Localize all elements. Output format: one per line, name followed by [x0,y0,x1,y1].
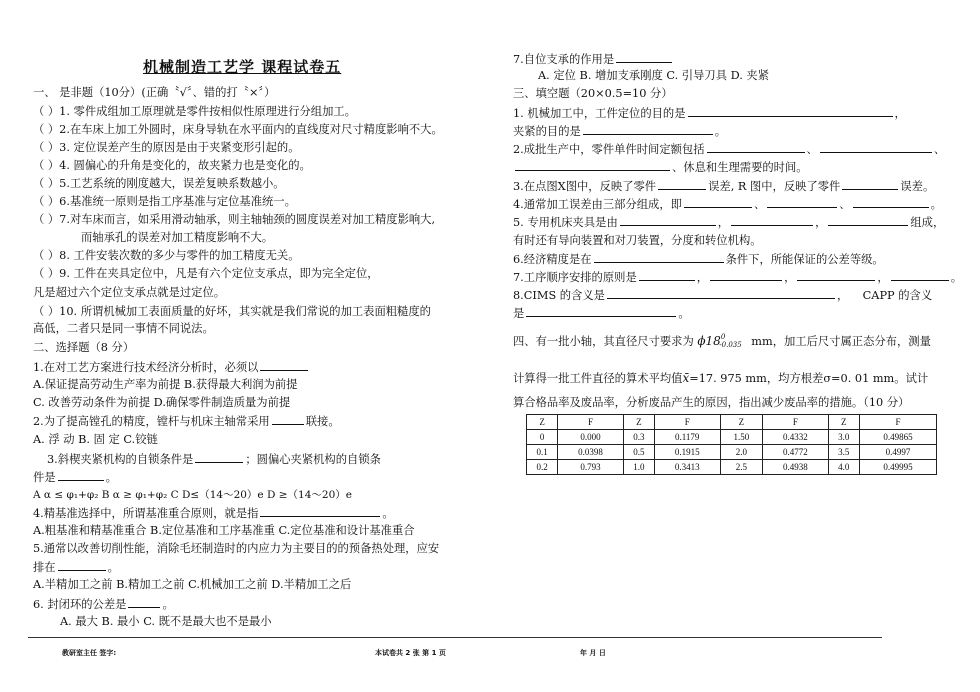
table-cell: 0.0398 [558,445,624,460]
table-cell: 0.5 [623,445,654,460]
mc-q3-cont: 件是 。 [33,471,117,484]
table-header-cell: F [654,415,720,430]
fill-q8-cont: 是 。 [513,307,690,320]
tf-item-5: （ ）5.工艺系统的刚度越大，误差复映系数越小。 [33,177,285,190]
mc-q5-cont: 排在 。 [33,561,119,574]
tf-item-10-cont: 高低，二者只是同一事情不同说法。 [33,322,214,335]
diameter-spec: $\phi 18^0-0.035$ [697,333,742,349]
table-header-row [527,415,937,430]
tf-item-4: （ ）4. 圆偏心的升角是变化的，故夹紧力也是变化的。 [33,159,311,172]
table-header-cell: Z [527,415,558,430]
fill-q1: 1. 机械加工中，工件定位的目的是 ， [513,107,906,120]
mc-q5: 5.通常以改善切削性能，消除毛坯制造时的内应力为主要目的的预备热处理，应安 [33,542,440,555]
table-cell: 0.4997 [859,445,936,460]
table-header-cell: Z [623,415,654,430]
fill-q8: 8.CIMS 的含义是 ， CAPP 的含义 [513,289,933,302]
table-header-cell: F [859,415,936,430]
mc-q6-opts: A. 最大 B. 最小 C. 既不是最大也不是最小 [60,615,272,628]
mc-q7-opts: A. 定位 B. 增加支承刚度 C. 引导刀具 D. 夹紧 [538,69,770,82]
mc-q2-opts: A. 浮 动 B. 固 定 C.铰链 [33,433,158,446]
footer-page-info: 本试卷共 2 张 第 1 页 [375,649,446,657]
mc-q3: 3.斜楔夹紧机构的自锁条件是 ；圆偏心夹紧机构的自锁条 [47,453,381,466]
table-cell: 1.50 [720,430,763,445]
table-cell: 2.0 [720,445,763,460]
section2-heading: 二、选择题（8 分） [33,341,135,354]
mc-q5-opts: A.半精加工之前 B.精加工之前 C.机械加工之前 D.半精加工之后 [33,578,352,591]
fill-q7: 7.工序顺序安排的原则是 ， ， ， 。 [513,271,962,284]
table-header-cell: F [763,415,829,430]
table-cell: 0.49865 [859,430,936,445]
table-cell: 1.0 [623,460,654,475]
table-cell: 0.3413 [654,460,720,475]
footer-signature: 教研室主任 签字: [62,649,117,657]
table-header-cell: Z [828,415,859,430]
mc-q4-opts: A.粗基准和精基准重合 B.定位基准和工序基准重 C.定位基准和设计基准重合 [33,524,415,537]
table-cell: 0.2 [527,460,558,475]
page-title: 机械制造工艺学 课程试卷五 [143,58,342,76]
section4-line3: 算合格品率及废品率，分析废品产生的原因，指出减少废品率的措施。（10 分） [513,396,910,409]
tf-item-10: （ ）10. 所谓机械加工表面质量的好坏，其实就是我们常说的加工表面粗糙度的 [33,305,431,318]
section4-line1: 四、有一批小轴，其直径尺寸要求为 $\phi 18^0-0.035$ mm，加工后尺寸属正态分布，测量 [513,333,931,349]
tf-item-6: （ ）6.基准统一原则是指工序基准与定位基准统一。 [33,195,296,208]
fill-q1-cont: 夹紧的目的是 。 [513,125,727,138]
table-cell: 0.4938 [763,460,829,475]
table-cell: 0.4332 [763,430,829,445]
table-header-cell: F [558,415,624,430]
table-cell: 0.1179 [654,430,720,445]
table-cell: 0.000 [558,430,624,445]
table-header-cell: Z [720,415,763,430]
mc-q1: 1.在对工艺方案进行技术经济分析时，必须以 [33,360,310,375]
fill-q5: 5. 专用机床夹具是由 ， ， 组成， [513,216,945,229]
mc-q4: 4.精基准选择中，所谓基准重合原则，就是指 。 [33,507,394,520]
mc-q7: 7.自位支承的作用是 [513,52,674,67]
table-cell: 0.1 [527,445,558,460]
table-cell: 0.793 [558,460,624,475]
table-cell: 3.0 [828,430,859,445]
mc-q1-ab: A.保证提高劳动生产率为前提 B.获得最大利润为前提 [33,378,298,391]
tf-item-2: （ ）2.在车床上加工外圆时，床身导轨在水平面内的直线度对尺寸精度影响不大。 [33,123,443,136]
table-cell: 0.49995 [859,460,936,475]
mc-q3-opts: A α ≤ φ₁+φ₂ B α ≥ φ₁+φ₂ C D≤（14～20）e D ≥（14～20）e [33,489,352,501]
table-cell: 3.5 [828,445,859,460]
table-cell: 2.5 [720,460,763,475]
tf-item-7-cont: 而轴承孔的误差对加工精度影响不大。 [81,231,274,244]
section4-line2: 计算得一批工件直径的算术平均值x̄=17. 975 mm，均方根差σ=0. 01 mm。试计 [513,371,929,385]
fill-q6: 6.经济精度是在 条件下，所能保证的公差等级。 [513,253,884,266]
tf-item-9: （ ）9. 工件在夹具定位中，凡是有六个定位支承点，即为完全定位， [33,267,379,280]
footer-date: 年 月 日 [580,649,606,657]
table-cell: 0.4772 [763,445,829,460]
tf-item-1: （ ）1. 零件成组加工原理就是零件按相似性原理进行分组加工。 [33,105,356,118]
fill-q2-cont: 、休息和生理需要的时间。 [513,160,808,175]
tf-item-8: （ ）8. 工件安装次数的多少与零件的加工精度无关。 [33,249,300,262]
fill-q3: 3.在点图X图中，反映了零件 误差, R 图中，反映了零件 误差。 [513,180,935,193]
tf-item-9-cont: 凡是超过六个定位支承点就是过定位。 [33,286,226,299]
table-row [527,430,937,445]
table-cell: 0.3 [623,430,654,445]
table-cell: 0 [527,430,558,445]
table-row [527,460,937,475]
fill-q4: 4.通常加工误差由三部分组成，即 、 、 。 [513,198,942,211]
table-cell: 4.0 [828,460,859,475]
tf-item-7: （ ）7.对车床而言，如采用滑动轴承，则主轴轴颈的圆度误差对加工精度影响大, [33,213,436,226]
fill-q5-cont: 有时还有导向装置和对刀装置，分度和转位机构。 [513,234,762,247]
mc-q2: 2.为了提高镗孔的精度，镗杆与机床主轴常采用 联接。 [33,415,340,428]
tf-item-3: （ ）3. 定位误差产生的原因是由于夹紧变形引起的。 [33,141,300,154]
section3-heading: 三、填空题（20×0.5=10 分） [513,87,673,100]
table-row [527,445,937,460]
normal-distribution-table [526,414,937,475]
fill-q2: 2.成批生产中，零件单件时间定额包括 、 、 [513,143,946,156]
mc-q1-cd: C. 改善劳动条件为前提 D.确保零件制造质量为前提 [33,396,291,409]
mc-q6: 6. 封闭环的公差是 。 [33,598,174,611]
section1-heading: 一、 是非题（10分）(正确〝√〞、错的打〝×〞） [33,86,276,99]
table-cell: 0.1915 [654,445,720,460]
footer-rule [28,637,882,638]
